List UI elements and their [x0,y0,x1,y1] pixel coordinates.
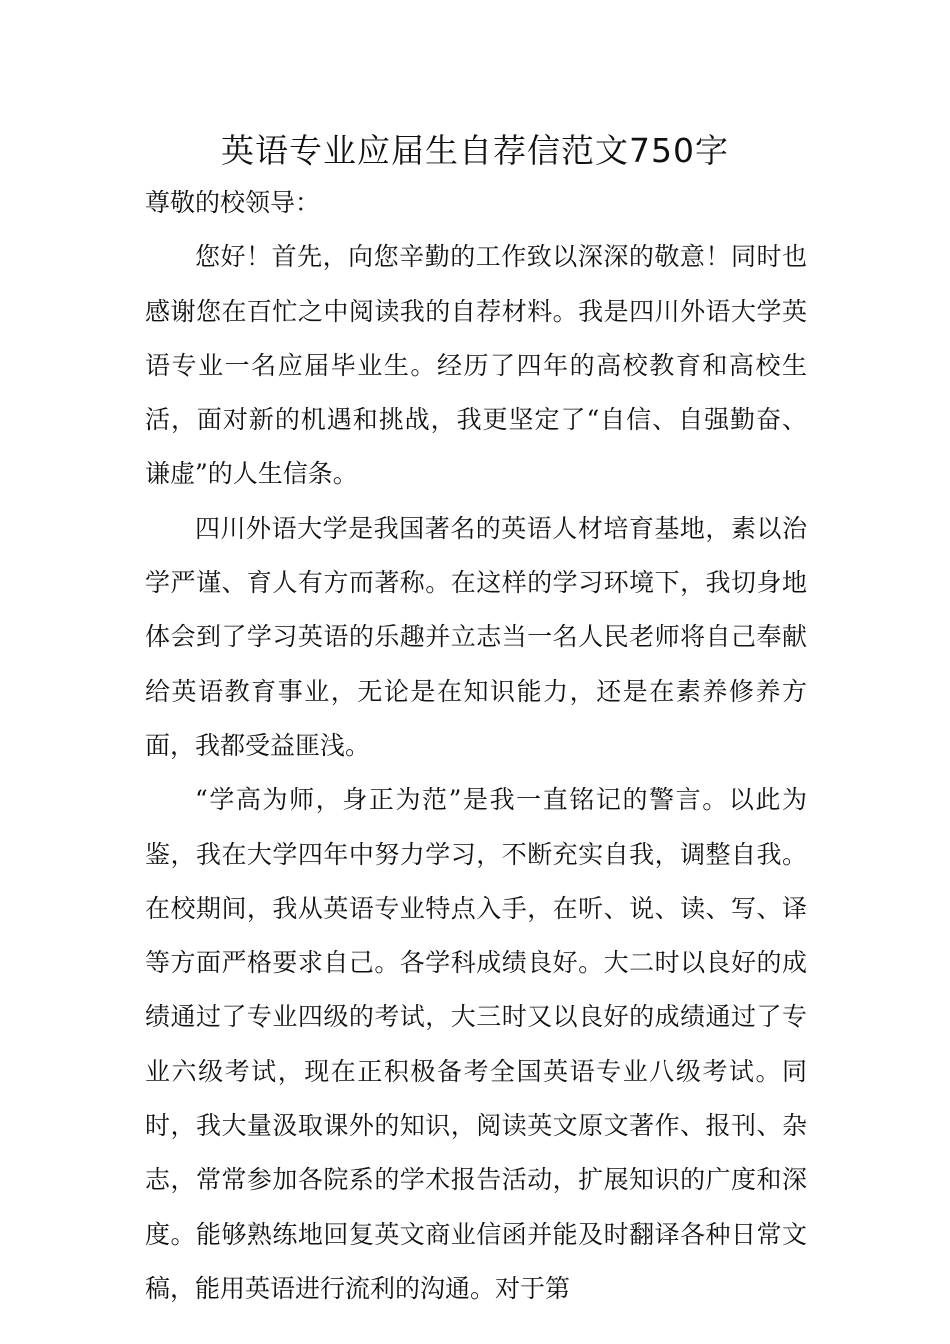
document-title: 英语专业应届生自荐信范文750字 [221,131,729,170]
salutation: 尊敬的校领导： [145,188,321,217]
paragraph-1: 您好！首先，向您辛勤的工作致以深深的敬意！同时也感谢您在百忙之中阅读我的自荐材料。我是四川外语大学英语专业一名应届毕业生。经历了四年的高校教育和高校生活，面对新的机遇和挑战，我更坚定了“自信、自强勤奋、谦虚”的人生信条。 [145,242,807,489]
paragraph-2: 四川外语大学是我国著名的英语人材培育基地，素以治学严谨、育人有方而著称。在这样的学习环境下，我切身地体会到了学习英语的乐趣并立志当一名人民老师将自己奉献给英语教育事业，无论是在知识能力，还是在素养修养方面，我都受益匪浅。 [145,513,807,760]
paragraph-3: “学高为师，身正为范”是我一直铭记的警言。以此为鉴，我在大学四年中努力学习，不断充实自我，调整自我。在校期间，我从英语专业特点入手，在听、说、读、写、译等方面严格要求自己。各学科成绩良好。大二时以良好的成绩通过了专业四级的考试，大三时又以良好的成绩通过了专业六级考试，现在正积极备考全国英语专业八级考试。同时，我大量汲取课外的知识，阅读英文原文著作、报刊、杂志，常常参加各院系的学术报告活动，扩展知识的广度和深度。能够熟练地回复英文商业信函并能及时翻译各种日常文稿，能用英语进行流利的沟通。对于第 [145,785,807,1303]
letter-body [145,176,807,1316]
